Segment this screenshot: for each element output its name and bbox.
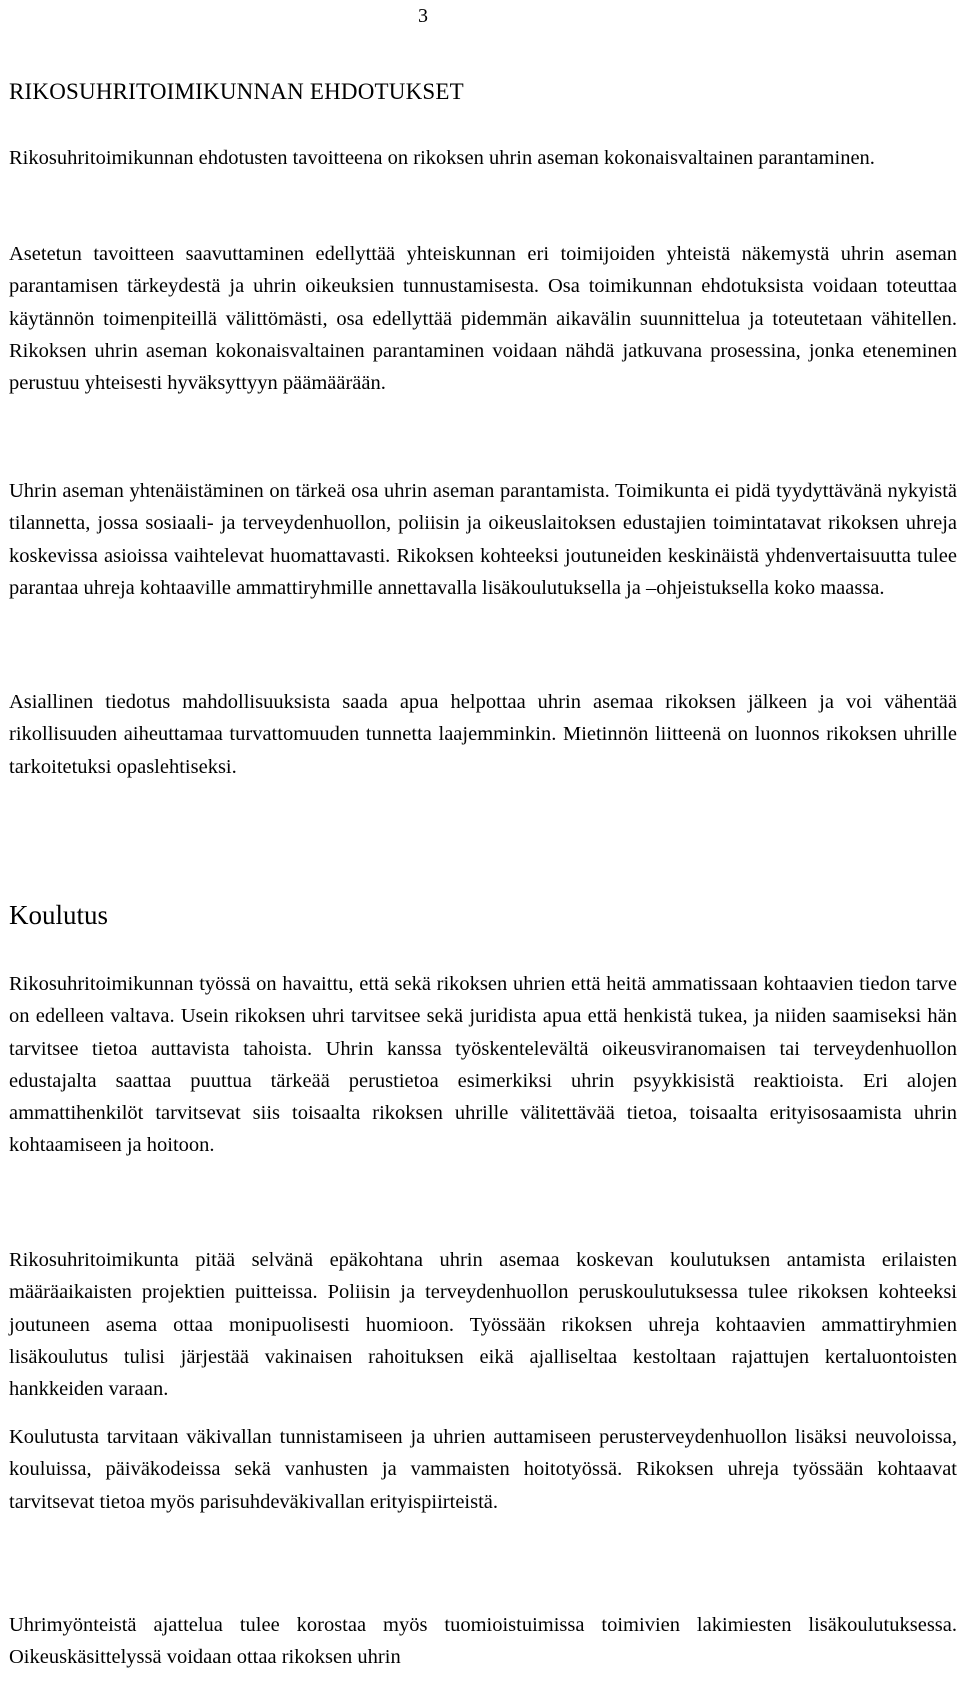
paragraph-goal: Rikosuhritoimikunnan ehdotusten tavoitteena on rikoksen uhrin aseman kokonaisvaltainen parantaminen. (9, 147, 875, 169)
paragraph-training-targets: Koulutusta tarvitaan väkivallan tunnistamiseen ja uhrien auttamiseen perusterveydenhuollon lisäksi neuvoloissa, kouluissa, päiväkodeissa sekä vanhusten ja vammaisten hoitotyössä. Rikoksen uhreja työssään kohtaavat tarvitsevat tietoa myös parisuhdeväkivallan erityispiirteistä. (9, 1426, 957, 1513)
section-heading-koulutus: Koulutus (9, 900, 109, 930)
paragraph-information: Asiallinen tiedotus mahdollisuuksista saada apua helpottaa uhrin asemaa rikoksen jälkeen ja voi vähentää rikollisuuden aiheuttamaa turvattomuuden tunnetta laajemminkin. Mietinnön liitteenä on luonnos rikoksen uhrille tarkoitetuksi opaslehtiseksi. (9, 691, 957, 778)
page-number: 3 (418, 5, 428, 27)
paragraph-uniformity: Uhrin aseman yhtenäistäminen on tärkeä osa uhrin aseman parantamista. Toimikunta ei pidä tyydyttävänä nykyistä tilannetta, jossa sosiaali- ja terveydenhuollon, poliisin ja oikeuslaitoksen edustajien toimintatavat rikoksen uhreja koskevissa asioissa vaihtelevat huomattavasti. Rikoksen kohteeksi joutuneiden keskinäistä yhdenvertaisuutta tulee parantaa uhreja kohtaaville ammattiryhmille annettavalla lisäkoulutuksella ja –ohjeistuksella koko maassa. (9, 480, 957, 599)
paragraph-prerequisites: Asetetun tavoitteen saavuttaminen edellyttää yhteiskunnan eri toimijoiden yhteistä näkemystä uhrin aseman parantamisen tärkeydestä ja uhrin oikeuksien tunnustamisesta. Osa toimikunnan ehdotuksista voidaan toteuttaa käytännön toimenpiteillä välittömästi, osa edellyttää pidemmän aikavälin suunnittelua ja toteutetaan vähitellen. Rikoksen uhrin aseman kokonaisvaltainen parantaminen voidaan nähdä jatkuvana prosessina, jonka eteneminen perustuu yhteisesti hyväksyttyyn päämäärään. (9, 243, 957, 395)
paragraph-training-need: Rikosuhritoimikunnan työssä on havaittu, että sekä rikoksen uhrien että heitä ammatissaan kohtaavien tiedon tarve on edelleen valtava. Usein rikoksen uhri tarvitsee sekä juridista apua että henkistä tukea, ja niiden saamiseksi hän tarvitsee tietoa auttavista tahoista. Uhrin kanssa työskentelevältä oikeusviranomaisen tai terveydenhuollon edustajalta saattaa puuttua tärkeää perustietoa esimerkiksi uhrin psyykkisistä reaktioista. Eri alojen ammattihenkilöt tarvitsevat siis toisaalta rikoksen uhrille välitettävää tietoa, toisaalta erityisosaamista uhrin kohtaamiseen ja hoitoon. (9, 973, 957, 1157)
paragraph-legal-training: Uhrimyönteistä ajattelua tulee korostaa myös tuomioistuimissa toimivien lakimiesten lisäkoulutuksessa. Oikeuskäsittelyssä voidaan ottaa rikoksen uhrin (9, 1614, 957, 1669)
page-title: RIKOSUHRITOIMIKUNNAN EHDOTUKSET (9, 79, 464, 104)
paragraph-training-funding: Rikosuhritoimikunta pitää selvänä epäkohtana uhrin asemaa koskevan koulutuksen antamista erilaisten määräaikaisten projektien puitteissa. Poliisin ja terveydenhuollon peruskoulutuksessa tulee rikoksen kohteeksi joutuneen asema ottaa monipuolisesti huomioon. Työssään rikoksen uhreja kohtaavien ammattiryhmien lisäkoulutus tulisi järjestää vakinaisen rahoituksen eikä ajalliseltaa kestoltaan rajattujen kertaluontoisten hankkeiden varaan. (9, 1249, 957, 1401)
